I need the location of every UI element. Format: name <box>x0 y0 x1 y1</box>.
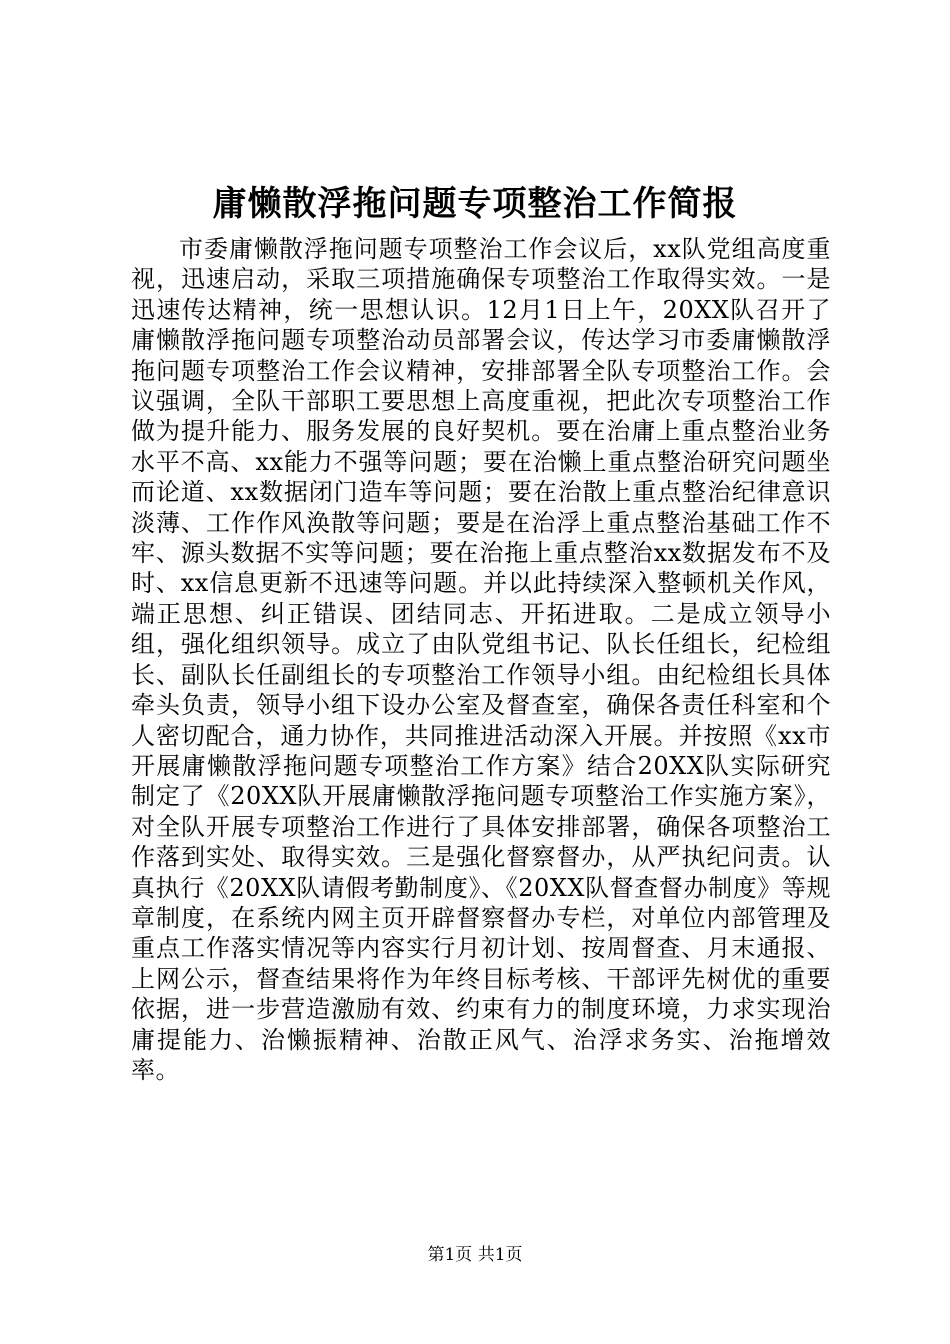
page-number-footer: 第1页 共1页 <box>427 1245 523 1265</box>
document-title: 庸懒散浮拖问题专项整治工作简报 <box>212 184 738 224</box>
document-body-paragraph: 市委庸懒散浮拖问题专项整治工作会议后，xx队党组高度重视，迅速启动，采取三项措施确保专项整治工作取得实效。一是迅速传达精神，统一思想认识。12月1日上午，20XX队召开了庸懒散浮拖问题专项整治动员部署会议，传达学习市委庸懒散浮拖问题专项整治工作会议精神，安排部署全队专项整治工作。会议强调，全队干部职工要思想上高度重视，把此次专项整治工作做为提升能力、服务发展的良好契机。要在治庸上重点整治业务水平不高、xx能力不强等问题；要在治懒上重点整治研究问题坐而论道、xx数据闭门造车等问题；要在治散上重点整治纪律意识淡薄、工作作风涣散等问题；要是在治浮上重点整治基础工作不牢、源头数据不实等问题；要在治拖上重点整治xx数据发布不及时、xx信息更新不迅速等问题。并以此持续深入整顿机关作风，端正思想、纠正错误、团结同志、开拓进取。二是成立领导小组，强化组织领导。成立了由队党组书记、队长任组长，纪检组长、副队长任副组长的专项整治工作领导小组。由纪检组长具体牵头负责，领导小组下设办公室及督查室，确保各责任科室和个人密切配合，通力协作，共同推进活动深入开展。并按照《xx市开展庸懒散浮拖问题专项整治工作方案》结合20XX队实际研究制定了《20XX队开展庸懒散浮拖问题专项整治工作实施方案》，对全队开展专项整治工作进行了具体安排部署，确保各项整治工作落到实处、取得实效。三是强化督察督办，从严执纪问责。认真执行《20XX队请假考勤制度》、《20XX队督查督办制度》等规章制度，在系统内网主页开辟督察督办专栏，对单位内部管理及重点工作落实情况等内容实行月初计划、按周督查、月末通报、上网公示，督查结果将作为年终目标考核、干部评先树优的重要依据，进一步营造激励有效、约束有力的制度环境，力求实现治庸提能力、治懒振精神、治散正风气、治浮求务实、治拖增效率。 <box>131 235 831 1084</box>
